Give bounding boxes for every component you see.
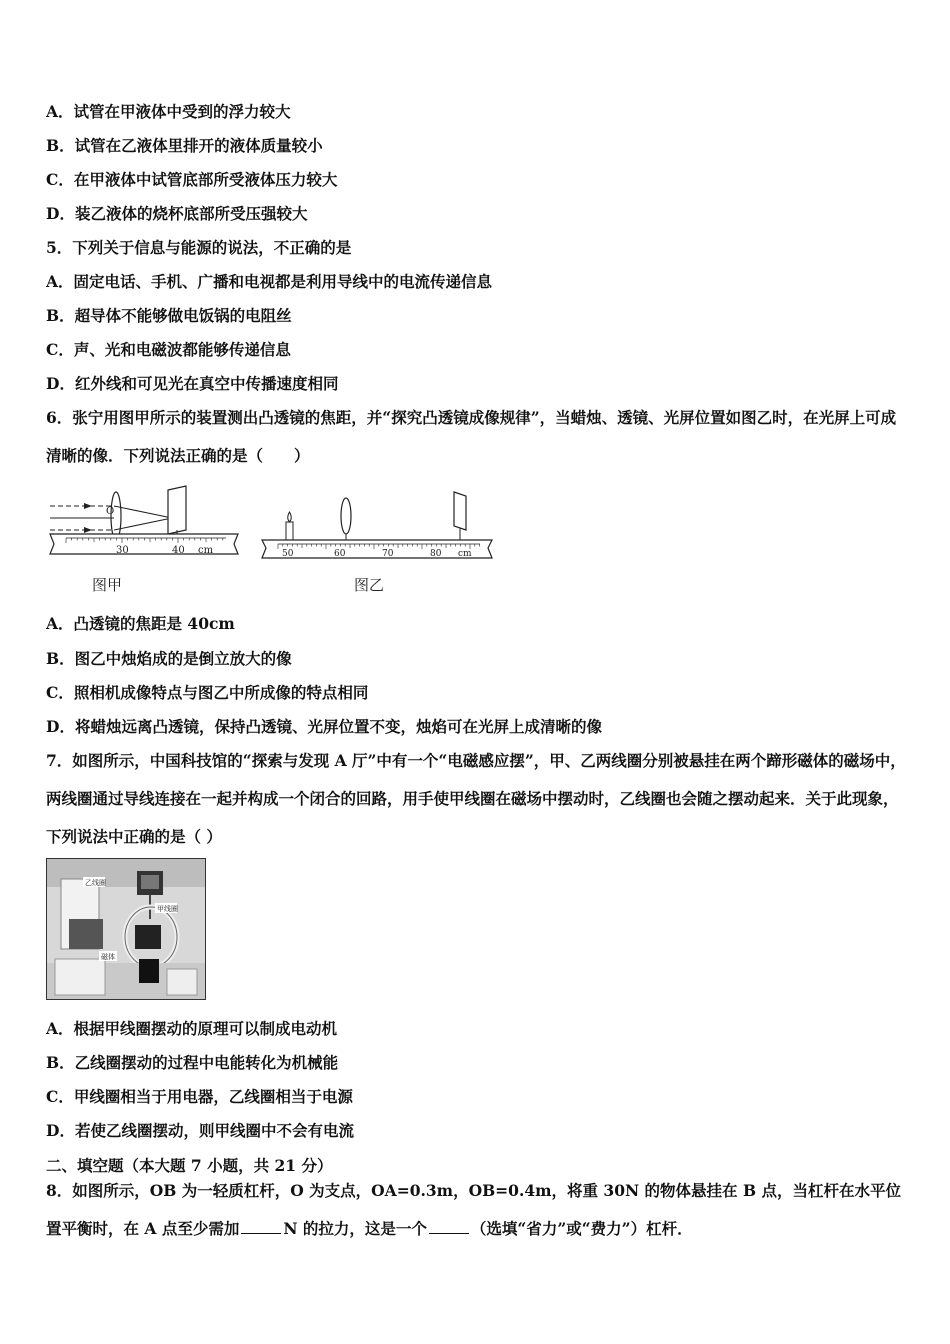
q6-stem: 6．张宁用图甲所示的装置测出凸透镜的焦距，并“探究凸透镜成像规律”，当蜡烛、透镜、光屏位置如图乙时，在光屏上可成清晰的像．下列说法正确的是（ ）	[46, 408, 897, 465]
figure-a-caption: 图甲	[92, 576, 123, 594]
figure-b-tick-50: 50	[282, 549, 294, 559]
q7-stem: 7．如图所示，中国科技馆的“探索与发现 A 厅”中有一个“电磁感应摆”，甲、乙两线圈分别被悬挂在两个蹄形磁体的磁场中，两线圈通过导线连接在一起并构成一个闭合的回路，用手使甲线圈在磁场中摆动时，乙线圈也会随之摆动起来．关于此现象，下列说法中正确的是（ ）	[46, 751, 906, 846]
q8-text-part2: N 的拉力，这是一个	[283, 1219, 427, 1238]
q8-blank-force[interactable]	[241, 1219, 281, 1234]
q6-option-c: C．照相机成像特点与图乙中所成像的特点相同	[46, 683, 369, 702]
q5-option-c: C．声、光和电磁波都能够传递信息	[46, 340, 291, 359]
figure-b-tick-70: 70	[382, 549, 394, 559]
section-2-title: 二、填空题（本大题 7 小题，共 21 分）	[46, 1156, 333, 1175]
figure-b-tick-80: 80	[430, 549, 442, 559]
figure-b-optical-bench	[258, 486, 496, 562]
figure-a-tick-40: 40	[172, 545, 185, 556]
figure-a-tick-unit: cm	[198, 545, 214, 556]
q8-text-part3: （选填“省力”或“费力”）杠杆．	[470, 1219, 693, 1238]
photo-illustration	[47, 859, 205, 999]
photo-label-magnet: 磁体	[101, 953, 115, 961]
figure-a-lens-setup	[46, 478, 242, 562]
figure-a-label-o: O	[106, 506, 115, 517]
q4-option-b: B．试管在乙液体里排开的液体质量较小	[46, 136, 323, 155]
q4-option-a: A．试管在甲液体中受到的浮力较大	[46, 102, 291, 121]
q7-option-d: D．若使乙线圈摆动，则甲线圈中不会有电流	[46, 1121, 354, 1140]
photo-label-coil-a: 甲线圈	[157, 905, 178, 913]
q5-option-d: D．红外线和可见光在真空中传播速度相同	[46, 374, 339, 393]
q6-option-d: D．将蜡烛远离凸透镜，保持凸透镜、光屏位置不变，烛焰可在光屏上成清晰的像	[46, 717, 602, 736]
q5-stem: 5．下列关于信息与能源的说法，不正确的是	[46, 238, 352, 257]
figure-a-tick-30: 30	[116, 545, 129, 556]
q7-option-a: A．根据甲线圈摆动的原理可以制成电动机	[46, 1019, 338, 1038]
figure-b-tick-60: 60	[334, 549, 346, 559]
photo-label-coil-b: 乙线圈	[85, 879, 106, 887]
electromagnetic-pendulum-photo	[46, 858, 206, 1000]
q5-option-b: B．超导体不能够做电饭锅的电阻丝	[46, 306, 292, 325]
figure-b-caption: 图乙	[354, 576, 385, 594]
q8-stem	[46, 1172, 908, 1248]
q6-option-a: A．凸透镜的焦距是 40cm	[46, 614, 235, 633]
q8-text-part1: 8．如图所示，OB 为一轻质杠杆，O 为支点，OA=0.3m，OB=0.4m，将重 30N 的物体悬挂在 B 点，当杠杆在水平位置平衡时，在 A 点至少需加	[46, 1181, 901, 1238]
q8-blank-lever-type[interactable]	[429, 1219, 469, 1234]
figure-b-tick-unit: cm	[458, 549, 472, 559]
q7-option-b: B．乙线圈摆动的过程中电能转化为机械能	[46, 1053, 339, 1072]
q4-option-c: C．在甲液体中试管底部所受液体压力较大	[46, 170, 338, 189]
q7-option-c: C．甲线圈相当于用电器，乙线圈相当于电源	[46, 1087, 353, 1106]
q5-option-a: A．固定电话、手机、广播和电视都是利用导线中的电流传递信息	[46, 272, 493, 291]
q6-option-b: B．图乙中烛焰成的是倒立放大的像	[46, 649, 292, 668]
q4-option-d: D．装乙液体的烧杯底部所受压强较大	[46, 204, 308, 223]
